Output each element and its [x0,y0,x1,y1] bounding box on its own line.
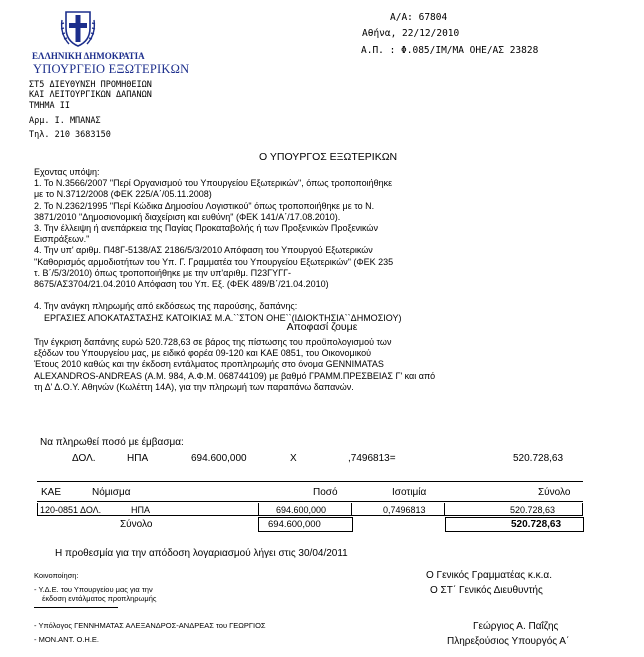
considering-line: 4. Την ανάγκη πληρωμής από εκδόσεως της παρούσης, δαπάνης: [34,301,298,312]
phone-number: Τηλ. 210 3683150 [29,130,111,140]
serial-number: Α/Α: 67804 [390,12,448,23]
column-header-amount: Ποσό [313,487,338,498]
column-header-currency: Νόμισμα [92,487,131,498]
considering-line: 4. Την υπ' αριθμ. Π48Γ-5138/ΑΣ 2186/5/3/2010 Απόφαση του Υπουργού Εξωτερικών [34,245,373,256]
table-top-rule [37,481,583,482]
notification-item: έκδοση εντάλματος προπληρωμής [42,594,157,603]
republic-label: ΕΛΛΗΝΙΚΗ ΔΗΜΟΚΡΑΤΙΑ [32,51,145,61]
table-cell-rate: 0,7496813 [383,505,426,515]
signatory-name: Γεώργιος Α. Παΐζης [473,621,559,632]
considering-line: με το Ν.3712/2008 (ΦΕΚ 225/Α΄/05.11.2008) [34,189,212,200]
table-cell-country: ΗΠΑ [131,505,151,515]
approval-line: ALEXANDROS-ANDREAS (Α.Μ. 984, Α.Φ.Μ. 068744109) με βαθμό ΓΡΑΜΜ.ΠΡΕΣΒΕΙΑΣ Γ' και από [34,370,436,381]
department-line-1: ΣΤ5 ΔΙΕΥΘΥΝΣΗ ΠΡΟΜΗΘΕΙΩΝ [29,80,152,90]
document-date: Αθήνα, 22/12/2010 [362,28,460,39]
considering-line: Εισπράξεων." [34,234,90,245]
payment-result: 520.728,63 [513,453,564,464]
payment-rate: ,7496813= [348,453,396,464]
deadline-text: Η προθεσμία για την απόδοση λογαριασμού λήγει στις 30/04/2011 [55,548,348,559]
considering-line: 2. Το Ν.2362/1995 "Περί Κώδικα Δημοσίου Λογιστικού" όπως τροποποιήθηκε με το Ν. [34,200,375,211]
column-header-kae: ΚΑΕ [41,487,62,498]
considering-line: 3871/2010 "Δημοσιονομική διαχείριση και ευθύνη" (ΦΕΚ 141/Α΄/17.08.2010). [34,211,341,222]
payment-currency-country: ΗΠΑ [127,453,149,464]
department-line-2: ΚΑΙ ΛΕΙΤΟΥΡΓΙΚΩΝ ΔΑΠΑΝΩΝ [29,90,152,100]
considering-line: "Καθορισμός αρμοδιοτήτων του Υπ. Γ. Γραμματέα του Υπουργείου Εξωτερικών" (ΦΕΚ 235 [34,256,394,267]
protocol-number: Α.Π. : Φ.085/ΙΜ/ΜΑ ΟΗΕ/ΑΣ 23828 [361,45,539,56]
approval-line: Την έγκριση δαπάνης ευρώ 520.728,63 σε βάρος της πίστωσης του προϋπολογισμού των [34,337,392,347]
notification-item: - ΜΟΝ.ΑΝΤ. Ο.Η.Ε. [34,635,100,644]
table-cell-amount: 694.600,000 [276,505,327,515]
payment-amount: 694.600,000 [191,453,247,464]
greek-coat-of-arms-icon [60,8,96,48]
approval-section [34,337,604,393]
table-footer-amount: 694.600,000 [268,519,321,530]
considering-section [34,167,604,324]
column-header-rate: Ισοτιμία [392,487,427,498]
signatory-role: Πληρεξούσιος Υπουργός Α΄ [447,636,570,647]
column-header-total: Σύνολο [538,487,571,498]
notification-item: - Υπόλογος ΓΕΝΝΗΜΑΤΑΣ ΑΛΕΞΑΝΔΡΟΣ-ΑΝΔΡΕΑΣ του ΓΕΩΡΓΙΟΣ [34,621,266,630]
payment-label: Να πληρωθεί ποσό με έμβασμα: [40,437,184,448]
responsible-officer: Αρμ. Ι. ΜΠΑΝΑΣ [29,116,101,126]
notification-title: Κοινοποίηση: [34,571,79,580]
section-label: ΤΜΗΜΑ ΙΙ [29,101,70,111]
table-cell-total: 520.728,63 [510,505,556,515]
notification-separator [34,607,118,608]
payment-multiply-sign: Χ [290,453,297,464]
considering-line: 1. Το Ν.3566/2007 "Περί Οργανισμού του Υπουργείου Εξωτερικών", όπως τροποποιήθηκε [34,178,393,189]
considering-line [34,290,604,301]
notification-item: - Υ.Δ.Ε. του Υπουργείου μας για την [34,585,153,594]
considering-line: τ. Β΄/5/3/2010) όπως τροποποιήθηκε με την υπ'αριθμ. Π23ΓΥΓΓ- [34,267,292,278]
considering-line: 8675/ΑΣ3704/21.04.2010 Απόφαση του Υπ. Εξ. (ΦΕΚ 489/Β΄/21.04.2010) [34,279,329,290]
payment-currency-code: ΔΟΛ. [72,453,96,464]
table-header-rule [37,501,583,502]
ministry-label: ΥΠΟΥΡΓΕΙΟ ΕΞΩΤΕΡΙΚΩΝ [33,62,190,76]
approval-line: εξόδων του Υπουργείου μας, με ειδικό φορέα 09-120 και ΚΑΕ 0851, του Οικονομικού [34,348,372,359]
table-footer-label: Σύνολο [120,519,153,530]
signature-subtitle: Ο ΣΤ΄ Γενικός Διευθυντής [430,585,543,596]
table-cell-kae: 120-0851 [40,505,79,515]
page-title: Ο ΥΠΟΥΡΓΟΣ ΕΞΩΤΕΡΙΚΩΝ [259,151,398,163]
considering-line: ΕΡΓΑΣΙΕΣ ΑΠΟΚΑΤΑΣΤΑΣΗΣ ΚΑΤΟΙΚΙΑΣ Μ.Α.``ΣΤΟΝ ΟΗΕ``(ΙΔΙΟΚΤΗΣΙΑ``ΔΗΜΟΣΙΟΥ) [34,312,402,323]
table-cell-currency: ΔΟΛ. [80,505,102,515]
approval-line: Έτους 2010 καθώς και την έκδοση εντάλματος προπληρωμής στο όνομα GENNIMATAS [34,359,384,370]
considering-line: Εχοντας υπόψη: [34,167,100,177]
approval-line: τη Δ' Δ.Ο.Υ. Αθηνών (Κωλέττη 14Α), για την πληρωμή των παραπάνω δαπανών. [34,381,354,392]
signature-title: Ο Γενικός Γραμματέας κ.κ.α. [426,570,552,581]
decision-heading: Αποφασί ζουμε [286,321,358,333]
considering-line: 3. Την έλλειψη ή ανεπάρκεια της Παγίας Προκαταβολής ή των Προξενικών Προξενικών [34,223,378,234]
table-footer-total: 520.728,63 [511,519,562,530]
